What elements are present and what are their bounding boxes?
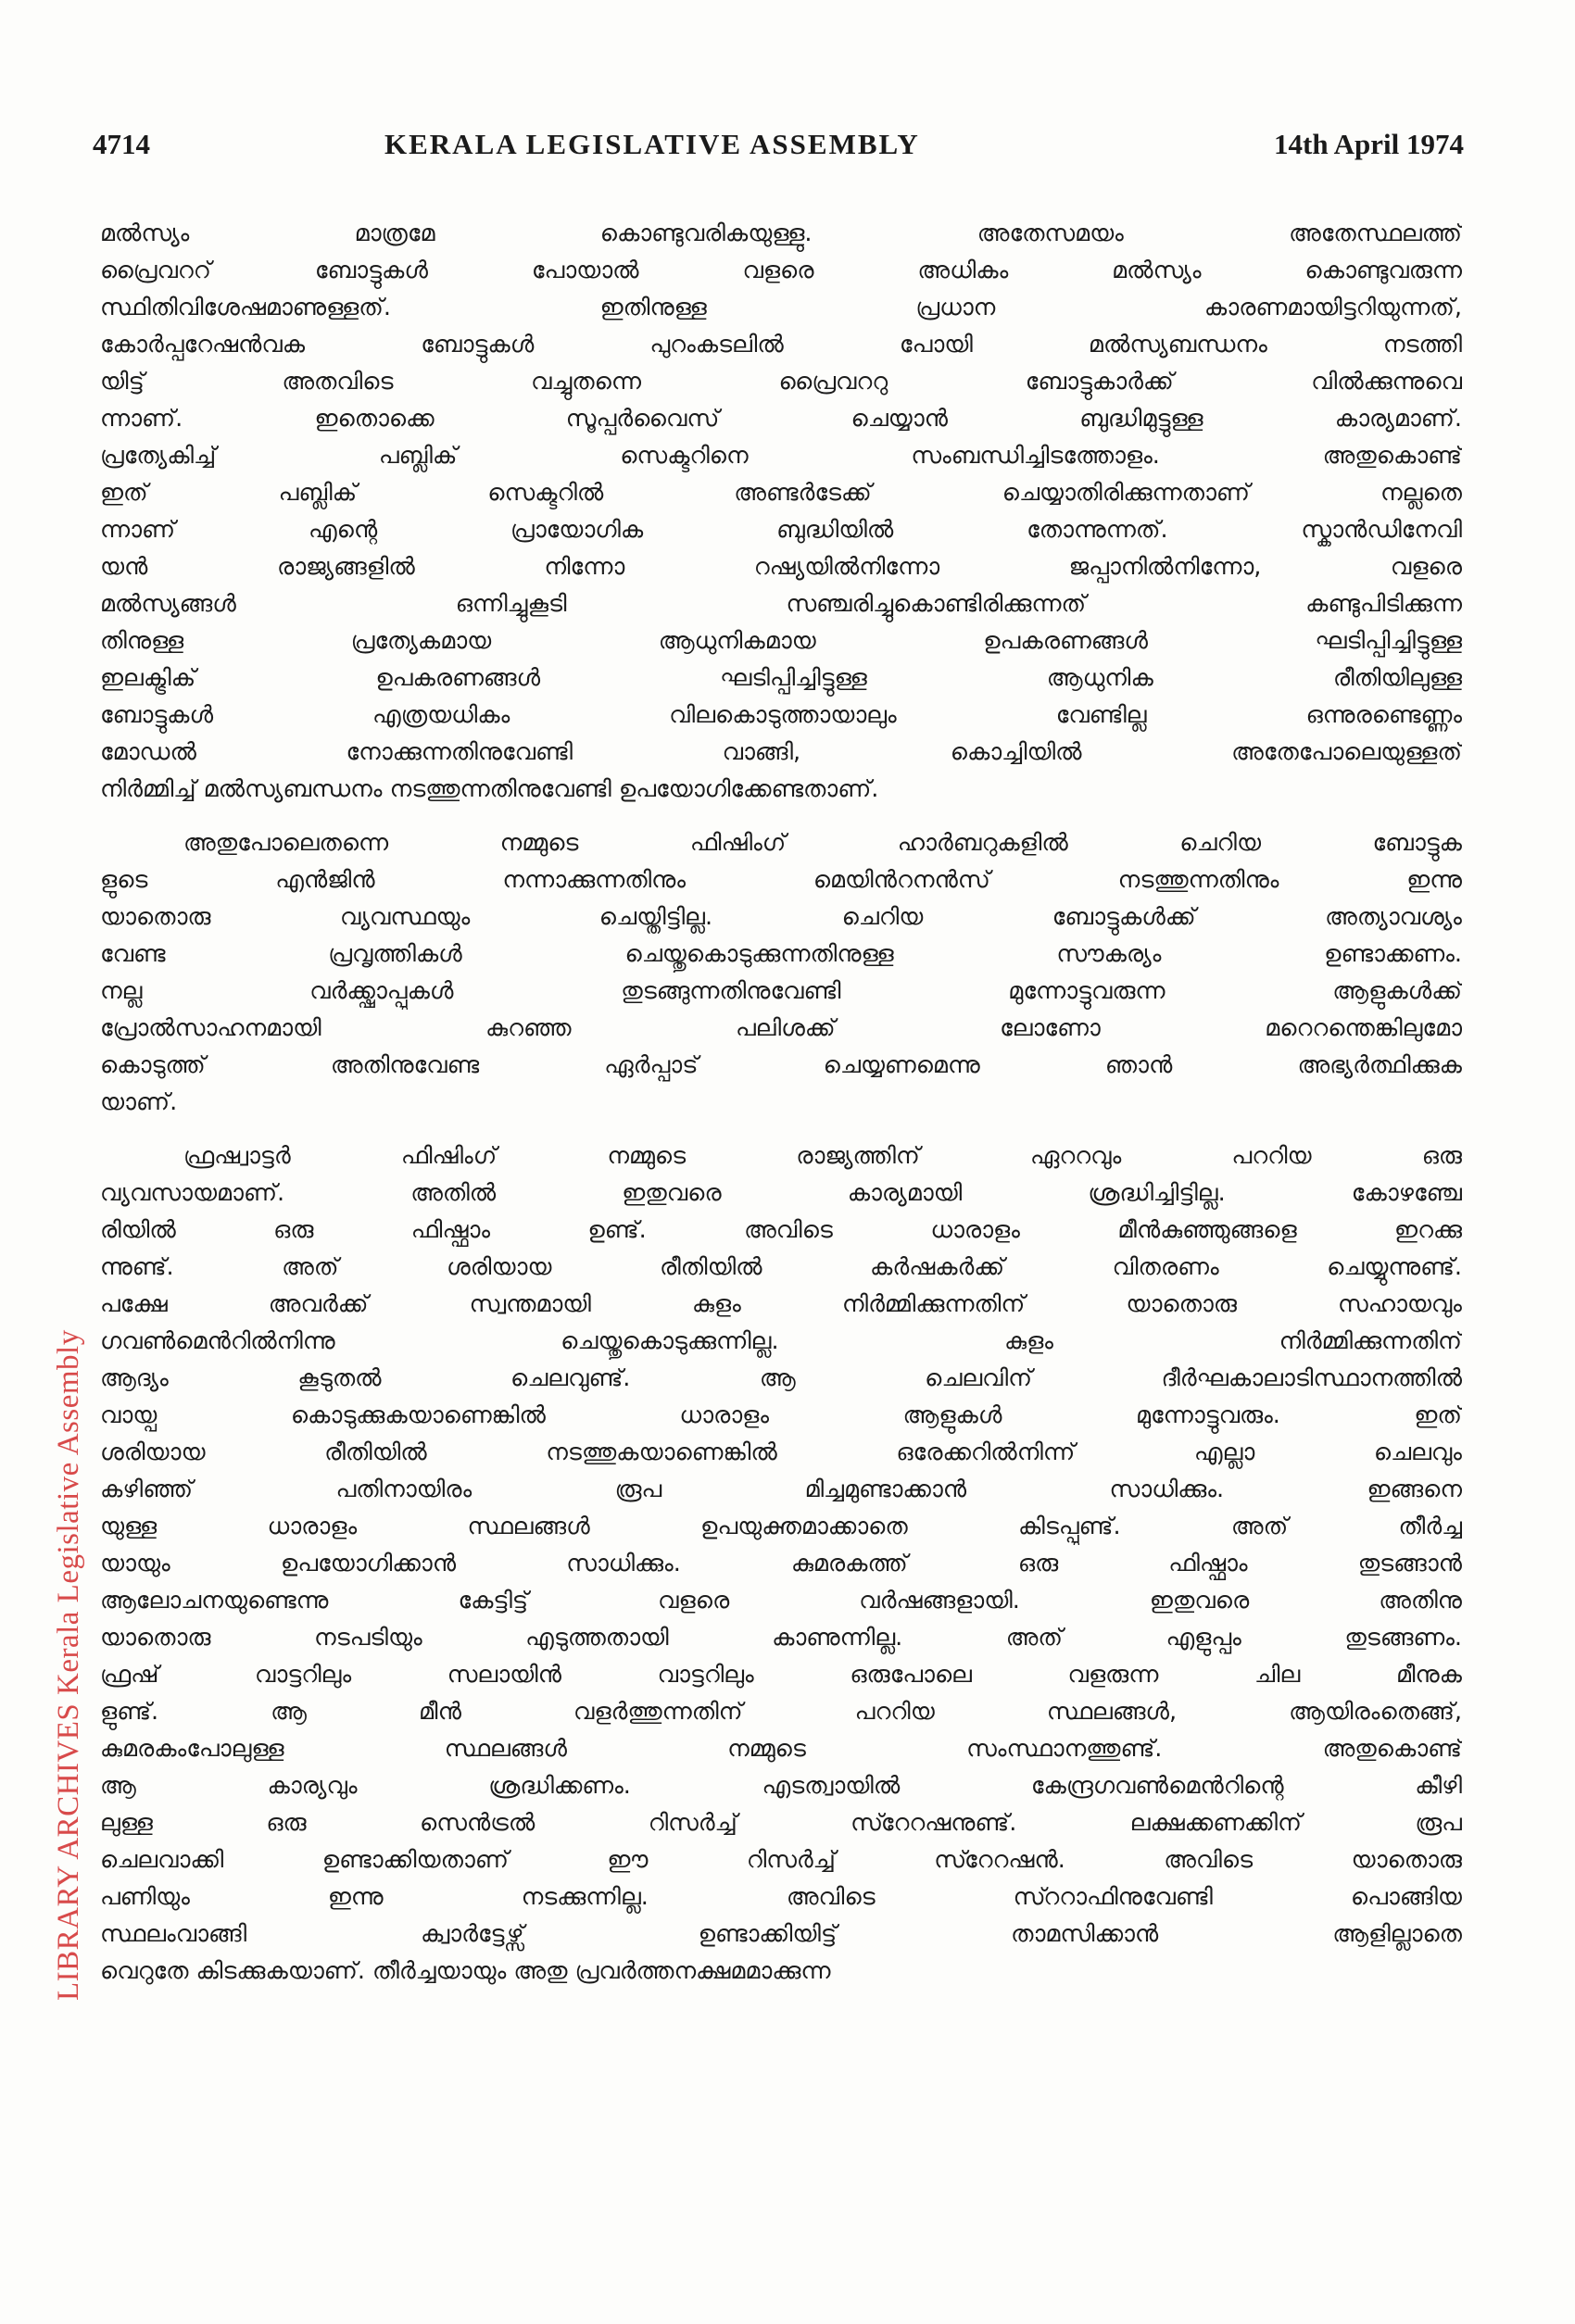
text-line: യാണ്. xyxy=(100,1088,178,1116)
paragraph xyxy=(100,1137,1462,1990)
header-title: KERALA LEGISLATIVE ASSEMBLY xyxy=(384,128,920,160)
page-number: 4714 xyxy=(93,128,150,160)
text-line: വായ്പ കൊടുക്കുകയാണെങ്കിൽ ധാരാളം ആളുകൾ മുന്നോട്ടുവരും. ഇത് xyxy=(100,1401,1462,1429)
text-line: ചെലവാക്കി ഉണ്ടാക്കിയതാണ് ഈ റിസർച്ച് സ്റേറഷൻ. അവിടെ യാതൊരു xyxy=(100,1846,1462,1874)
text-line: പ്രൈവററ് ബോട്ടുകൾ പോയാൽ വളരെ അധികം മൽസ്യം കൊണ്ടുവരുന്ന xyxy=(100,257,1462,284)
text-line: വേണ്ട പ്രവൃത്തികൾ ചെയ്തുകൊടുക്കുന്നതിനുള്ള സൗകര്യം ഉണ്ടാക്കണം. xyxy=(100,940,1462,968)
text-line: പക്ഷേ അവർക്ക് സ്വന്തമായി കുളം നിർമ്മിക്കുന്നതിന് യാതൊരു സഹായവും xyxy=(100,1290,1462,1318)
text-line: ളുടെ എൻജിൻ നന്നാക്കുന്നതിനും മെയിൻറനൻസ് നടത്തുന്നതിനും ഇന്നു xyxy=(100,866,1462,894)
text-line: ആ കാര്യവും ശ്രദ്ധിക്കണം. എടത്വായിൽ കേന്ദ്രഗവൺമെൻറിന്റെ കീഴി xyxy=(100,1772,1462,1800)
text-line: യാതൊരു വ്യവസ്ഥയും ചെയ്തിട്ടില്ല. ചെറിയ ബോട്ടുകൾക്ക് അത്യാവശ്യം xyxy=(100,903,1462,931)
text-line: ആലോചനയുണ്ടെന്നു കേട്ടിട്ട് വളരെ വർഷങ്ങളായി. ഇതുവരെ അതിനു xyxy=(100,1587,1462,1614)
text-line: വ്യവസായമാണ്. അതിൽ ഇതുവരെ കാര്യമായി ശ്രദ്ധിച്ചിട്ടില്ല. കോഴഞ്ചേ xyxy=(100,1179,1462,1207)
text-line: തിനുള്ള പ്രത്യേകമായ ആധുനികമായ ഉപകരണങ്ങൾ ഘടിപ്പിച്ചിട്ടുള്ള xyxy=(100,627,1462,655)
text-line: മൽസ്യം മാത്രമേ കൊണ്ടുവരികയുള്ളു. അതേസമയം അതേസ്ഥലത്ത് xyxy=(100,220,1462,247)
text-line: ഫ്രഷ് വാട്ടറിലും സലായിൻ വാട്ടറിലും ഒരുപോലെ വളരുന്ന ചില മീനുക xyxy=(100,1661,1462,1689)
text-line: ന്നുണ്ട്. അത് ശരിയായ രീതിയിൽ കർഷകർക്ക് വിതരണം ചെയ്യുന്നുണ്ട്. xyxy=(100,1253,1462,1281)
text-line: ബോട്ടുകൾ എത്രയധികം വിലകൊടുത്തായാലും വേണ്ടില്ല ഒന്നുരണ്ടെണ്ണം xyxy=(100,701,1462,729)
text-line: ഗവൺമെൻറിൽനിന്നു ചെയ്തുകൊടുക്കുന്നില്ല. കുളം നിർമ്മിക്കുന്നതിന് xyxy=(100,1327,1462,1355)
text-line: മോഡൽ നോക്കുന്നതിനുവേണ്ടി വാങ്ങി, കൊച്ചിയിൽ അതേപോലെയുള്ളത് xyxy=(100,738,1462,766)
archive-watermark: LIBRARY ARCHIVES Kerala Legislative Assembly xyxy=(52,1329,85,2001)
text-line: പണിയും ഇന്നു നടക്കുന്നില്ല. അവിടെ സ്ററാഫിനുവേണ്ടി പൊങ്ങിയ xyxy=(100,1883,1462,1911)
text-line: അതുപോലെതന്നെ നമ്മുടെ ഫിഷിംഗ് ഹാർബറുകളിൽ ചെറിയ ബോട്ടുക xyxy=(183,829,1462,857)
text-line: വെറുതേ കിടക്കുകയാണ്. തീർച്ചയായും അതു പ്രവർത്തനക്ഷമമാക്കുന്ന xyxy=(100,1957,831,1985)
text-line: ആദ്യം കൂടുതൽ ചെലവുണ്ട്. ആ ചെലവിന് ദീർഘകാലാടിസ്ഥാനത്തിൽ xyxy=(100,1364,1462,1392)
text-line: യൻ രാജ്യങ്ങളിൽ നിന്നോ റഷ്യയിൽനിന്നോ ജപ്പാനിൽനിന്നോ, വളരെ xyxy=(100,553,1462,581)
paragraph xyxy=(100,215,1462,808)
text-line: ലുള്ള ഒരു സെൻട്രൽ റിസർച്ച് സ്റേറഷനുണ്ട്. ലക്ഷക്കണക്കിന് രൂപ xyxy=(100,1809,1462,1837)
text-line: പ്രത്യേകിച്ച് പബ്ലിക് സെക്ടറിനെ സംബന്ധിച്ചിടത്തോളം. അതുകൊണ്ട് xyxy=(100,442,1462,470)
text-line: പ്രോൽസാഹനമായി കുറഞ്ഞ പലിശക്ക് ലോണോ മറെറന്തെങ്കിലുമോ xyxy=(100,1014,1462,1042)
body-text xyxy=(100,215,1462,2006)
text-line: ഇത് പബ്ലിക് സെക്ടറിൽ അണ്ടർടേക്ക് ചെയ്യാതിരിക്കുന്നതാണ് നല്ലതെ xyxy=(100,479,1462,507)
text-line: യിട്ട് അതവിടെ വച്ചുതന്നെ പ്രൈവററു ബോട്ടുകാർക്ക് വിൽക്കുന്നുവെ xyxy=(100,368,1462,396)
text-line: കുമരകംപോലുള്ള സ്ഥലങ്ങൾ നമ്മുടെ സംസ്ഥാനത്തുണ്ട്. അതുകൊണ്ട് xyxy=(100,1735,1462,1763)
text-line: നിർമ്മിച്ച് മൽസ്യബന്ധനം നടത്തുന്നതിനുവേണ്ടി ഉപയോഗിക്കേണ്ടതാണ്. xyxy=(100,775,879,803)
text-line: യാതൊരു നടപടിയും എടുത്തതായി കാണുന്നില്ല. അത് എളുപ്പം തുടങ്ങണം. xyxy=(100,1624,1462,1652)
text-line: നല്ല വർക്ക്ഷാപ്പുകൾ തുടങ്ങുന്നതിനുവേണ്ടി മുന്നോട്ടുവരുന്ന ആളുകൾക്ക് xyxy=(100,977,1462,1005)
text-line: സ്ഥലംവാങ്ങി ക്വാർട്ടേഴ്സ് ഉണ്ടാക്കിയിട്ട് താമസിക്കാൻ ആളില്ലാതെ xyxy=(100,1920,1462,1948)
text-line: യായും ഉപയോഗിക്കാൻ സാധിക്കും. കുമരകത്ത് ഒരു ഫിഷ്ഫാം തുടങ്ങാൻ xyxy=(100,1550,1462,1577)
text-line: ഇലക്ട്രിക് ഉപകരണങ്ങൾ ഘടിപ്പിച്ചിട്ടുള്ള ആധുനിക രീതിയിലുള്ള xyxy=(100,664,1462,692)
header-date: 14th April 1974 xyxy=(1274,128,1464,160)
text-line: മൽസ്യങ്ങൾ ഒന്നിച്ചുകൂടി സഞ്ചരിച്ചുകൊണ്ടിരിക്കുന്നത് കണ്ടുപിടിക്കുന്ന xyxy=(100,590,1462,618)
text-line: യുള്ള ധാരാളം സ്ഥലങ്ങൾ ഉപയുക്തമാക്കാതെ കിടപ്പുണ്ട്. അത് തീർച്ച xyxy=(100,1513,1462,1540)
page-header xyxy=(93,128,1464,174)
text-line: ശരിയായ രീതിയിൽ നടത്തുകയാണെങ്കിൽ ഒരേക്കറിൽനിന്ന് എല്ലാ ചെലവും xyxy=(100,1438,1462,1466)
text-line: ഫ്രഷ്വാട്ടർ ഫിഷിംഗ് നമ്മുടെ രാജ്യത്തിന് ഏററവും പററിയ ഒരു xyxy=(183,1142,1462,1170)
text-line: കോർപ്പറേഷൻവക ബോട്ടുകൾ പുറംകടലിൽ പോയി മൽസ്യബന്ധനം നടത്തി xyxy=(100,331,1462,358)
text-line: ന്നാണ് എന്റെ പ്രായോഗിക ബുദ്ധിയിൽ തോന്നുന്നത്. സ്കാൻഡിനേവി xyxy=(100,516,1462,544)
text-line: ളുണ്ട്. ആ മീൻ വളർത്തുന്നതിന് പററിയ സ്ഥലങ്ങൾ, ആയിരംതെങ്ങ്, xyxy=(100,1698,1462,1726)
text-line: സ്ഥിതിവിശേഷമാണുള്ളത്. ഇതിനുള്ള പ്രധാന കാരണമായിട്ടറിയുന്നത്, xyxy=(100,294,1462,321)
text-line: കഴിഞ്ഞ് പതിനായിരം രൂപ മിച്ചമുണ്ടാക്കാൻ സാധിക്കും. ഇങ്ങനെ xyxy=(100,1476,1462,1503)
text-line: ന്നാണ്. ഇതൊക്കെ സൂപ്പർവൈസ് ചെയ്യാൻ ബുദ്ധിമുട്ടുള്ള കാര്യമാണ്. xyxy=(100,405,1462,433)
paragraph xyxy=(100,824,1462,1121)
text-line: രിയിൽ ഒരു ഫിഷ്ഫാം ഉണ്ട്. അവിടെ ധാരാളം മീൻകുഞ്ഞുങ്ങളെ ഇറക്കു xyxy=(100,1216,1462,1244)
text-line: കൊടുത്ത് അതിനുവേണ്ട ഏർപ്പാട് ചെയ്യണമെന്നു ഞാൻ അഭ്യർത്ഥിക്കുക xyxy=(100,1051,1462,1079)
